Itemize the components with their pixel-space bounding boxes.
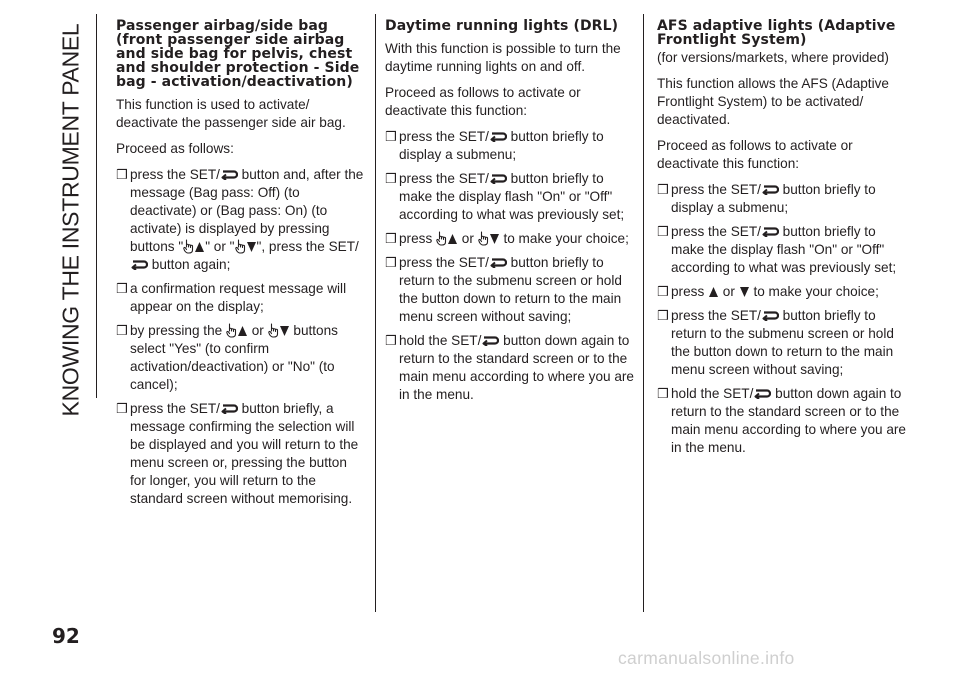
hand-press-icon (183, 239, 194, 254)
item-text: button down again to return to the standard screen or to the main menu according to where you are in the menu. (399, 333, 634, 402)
item-text: button briefly to return to the submenu screen or hold the button down to return to the main menu screen without saving; (671, 308, 894, 377)
item-text: press the SET/ (399, 171, 489, 186)
set-return-arrow-icon (489, 257, 507, 268)
paragraph: Proceed as follows to activate or deactivate this function: (657, 138, 853, 171)
up-triangle-icon (238, 326, 247, 336)
down-triangle-icon (490, 234, 499, 244)
paragraph: Proceed as follows to activate or deactivate this function: (385, 85, 581, 118)
set-return-arrow-icon (761, 226, 779, 237)
item-text: hold the SET/ (671, 386, 754, 401)
item-text: button and, after the message (Bag pass: Off) (to deactivate) or (Bag pass: On) (to activate) is displayed by pressing buttons " (130, 167, 364, 254)
item-text: press the SET/ (130, 167, 220, 182)
item-text: button briefly to return to the submenu screen or hold the button down to return to the main menu screen without saving; (399, 255, 622, 324)
checkbox-bullet-icon: ❒ (657, 308, 669, 323)
item-text: or (719, 284, 739, 299)
paragraph: Proceed as follows: (116, 141, 234, 156)
set-return-arrow-icon (489, 173, 507, 184)
item-text: press the SET/ (130, 401, 220, 416)
column-rule (375, 14, 376, 612)
item-text: or (247, 323, 268, 338)
section-heading: Daytime running lights (DRL) (385, 18, 619, 34)
list-item (385, 230, 635, 248)
item-text: by pressing the (130, 323, 226, 338)
item-text: press the SET/ (671, 182, 761, 197)
item-text: hold the SET/ (399, 333, 482, 348)
item-text: buttons select "Yes" (to confirm activation/deactivation) or "No" (to cancel); (130, 323, 338, 392)
checkbox-bullet-icon: ❒ (657, 224, 669, 239)
item-text: press the SET/ (399, 129, 489, 144)
column-passenger-airbag (116, 19, 366, 514)
set-return-arrow-icon (220, 403, 238, 414)
item-text: press the SET/ (671, 224, 761, 239)
item-text: button briefly to make the display flash "On" or "Off" according to what was previously set; (671, 224, 897, 275)
checkbox-bullet-icon: ❒ (385, 129, 397, 144)
item-text: button briefly to display a submenu; (671, 182, 876, 215)
hand-press-icon (268, 323, 279, 338)
site-watermark: carmanualsonline.info (618, 648, 795, 668)
column-rule (96, 14, 97, 398)
checkbox-bullet-icon: ❒ (116, 281, 128, 296)
paragraph: This function is used to activate/ deactivate the passenger side air bag. (116, 97, 346, 130)
checkbox-bullet-icon: ❒ (116, 167, 128, 182)
item-text: button briefly to make the display flash "On" or "Off" according to what was previously set; (399, 171, 625, 222)
checkbox-bullet-icon: ❒ (657, 284, 669, 299)
item-text: ", press the SET/ (256, 239, 359, 254)
set-return-arrow-icon (761, 184, 779, 195)
checkbox-bullet-icon: ❒ (385, 231, 397, 246)
down-triangle-icon (740, 287, 749, 297)
set-return-arrow-icon (753, 388, 771, 399)
column-afs-adaptive-lights (657, 19, 909, 463)
side-title-text: KNOWING THE INSTRUMENT PANEL (57, 23, 84, 417)
list-item (385, 170, 635, 224)
list-item (385, 332, 635, 404)
down-triangle-icon (280, 326, 289, 336)
list-item (657, 385, 909, 457)
page-number: 92 (52, 624, 80, 648)
checkbox-bullet-icon: ❒ (116, 323, 128, 338)
set-return-arrow-icon (761, 310, 779, 321)
set-return-arrow-icon (481, 335, 499, 346)
set-return-arrow-icon (489, 131, 507, 142)
item-text: press the SET/ (399, 255, 489, 270)
list-item (116, 280, 366, 316)
checkbox-bullet-icon: ❒ (657, 182, 669, 197)
list-item (385, 254, 635, 326)
item-text: press (671, 284, 709, 299)
column-rule (643, 14, 644, 612)
item-text: to make your choice; (749, 284, 879, 299)
item-text: button briefly to display a submenu; (399, 129, 604, 162)
checkbox-bullet-icon: ❒ (657, 386, 669, 401)
list-item (116, 322, 366, 394)
section-heading: AFS adaptive lights (Adaptive Frontlight System) (657, 18, 896, 48)
set-return-arrow-icon (220, 169, 238, 180)
availability-note: (for versions/markets, where provided) (657, 50, 889, 65)
side-section-title (56, 23, 86, 417)
list-item (116, 166, 366, 274)
checkbox-bullet-icon: ❒ (385, 171, 397, 186)
item-text: button down again to return to the standard screen or to the main menu according to where you are in the menu. (671, 386, 906, 455)
item-text: or (458, 231, 478, 246)
up-triangle-icon (709, 287, 718, 297)
list-item (657, 283, 909, 301)
section-heading: Passenger airbag/side bag (front passenger side airbag and side bag for pelvis, chest and shoulder protection - Side bag - activation/deactivation) (116, 18, 360, 90)
hand-press-icon (436, 231, 447, 246)
list-item (657, 223, 909, 277)
list-item (385, 128, 635, 164)
list-item (657, 181, 909, 217)
item-text: to make your choice; (499, 231, 629, 246)
checkbox-bullet-icon: ❒ (385, 255, 397, 270)
down-triangle-icon (247, 242, 256, 252)
hand-press-icon (226, 323, 237, 338)
checkbox-bullet-icon: ❒ (385, 333, 397, 348)
item-text: button briefly, a message confirming the selection will be displayed and you will return to the menu screen or, pressing the button for longer, you will return to the standard screen without memorising. (130, 401, 359, 506)
list-item (657, 307, 909, 379)
item-text: press (399, 231, 437, 246)
up-triangle-icon (195, 242, 204, 252)
set-return-arrow-icon (130, 259, 148, 270)
item-text: press the SET/ (671, 308, 761, 323)
item-text: " or " (205, 239, 235, 254)
checkbox-bullet-icon: ❒ (116, 401, 128, 416)
item-text: button again; (148, 257, 231, 272)
hand-press-icon (235, 239, 246, 254)
item-text: a confirmation request message will appear on the display; (130, 281, 347, 314)
paragraph: With this function is possible to turn the daytime running lights on and off. (385, 41, 621, 74)
up-triangle-icon (448, 234, 457, 244)
hand-press-icon (478, 231, 489, 246)
paragraph: This function allows the AFS (Adaptive Frontlight System) to be activated/ deactivated. (657, 76, 889, 127)
column-daytime-running-lights (385, 19, 635, 410)
list-item (116, 400, 366, 508)
